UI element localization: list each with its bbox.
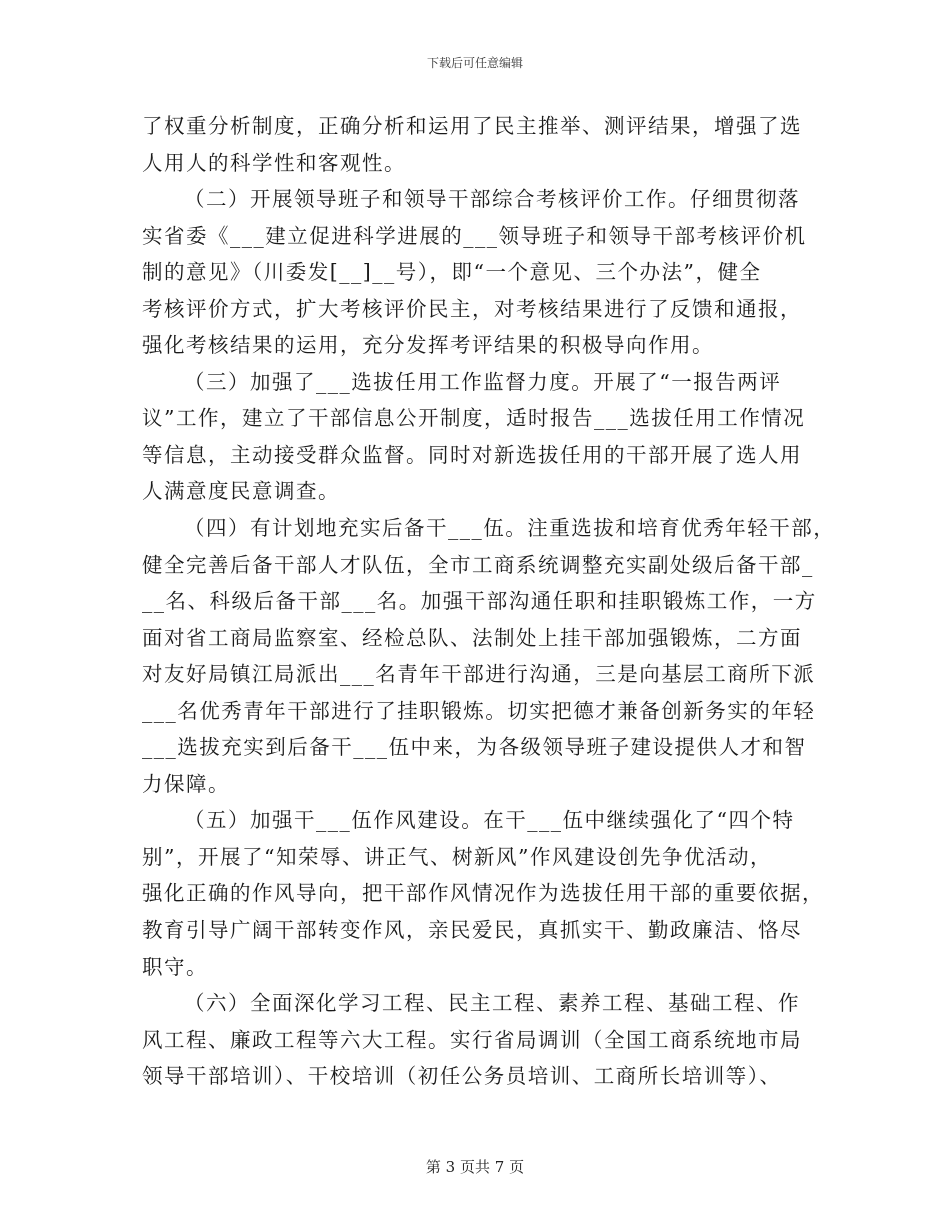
text-line: __名、科级后备干部___名。加强干部沟通任职和挂职锻炼工作，一方 [142, 589, 817, 614]
paragraph-4 [142, 510, 836, 802]
text-line: （二）开展领导班子和领导干部综合考核评价工作。仔细贯彻落 [184, 187, 800, 212]
text-line: 了权重分析制度，正确分析和运用了民主推举、测评结果，增强了选 [142, 114, 802, 138]
text-line: 考核评价方式，扩大考核评价民主，对考核结果进行了反馈和通报， [142, 296, 802, 321]
text-line: 对友好局镇江局派出___名青年干部进行沟通，三是向基层工商所下派 [142, 662, 816, 687]
text-line: （五）加强干___伍作风建设。在干___伍中继续强化了“四个特 [184, 808, 795, 833]
text-line: 领导干部培训）、干校培训（初任公务员培训、工商所长培训等）、 [142, 1064, 782, 1089]
text-line: 实省委《___建立促进科学进展的___领导班子和领导干部考核评价机 [142, 223, 807, 248]
paragraph-5 [142, 802, 832, 985]
text-line: 面对省工商局监察室、经检总队、法制处上挂干部加强锻炼，二方面 [142, 625, 802, 650]
page-footer: 第 3 页共 7 页 [425, 1158, 525, 1176]
text-line: 别”，开展了“知荣辱、讲正气、树新风”作风建设创先争优活动， [142, 844, 772, 869]
document-body [142, 108, 836, 1095]
text-line: 健全完善后备干部人才队伍，全市工商系统调整充实副处级后备干部_ [142, 552, 814, 577]
text-line: 人用人的科学性和客观性。 [142, 150, 406, 175]
text-line: （四）有计划地充实后备干___伍。注重选拔和培育优秀年轻干部， [184, 516, 836, 541]
paragraph-3 [142, 364, 832, 510]
text-line: ___名优秀青年干部进行了挂职锻炼。切实把德才兼备创新务实的年轻 [142, 698, 816, 723]
text-line: 教育引导广阔干部转变作风，亲民爱民，真抓实干、勤政廉洁、恪尽 [142, 918, 802, 943]
page-header: 下载后可任意编辑 [426, 56, 523, 70]
paragraph-6 [142, 985, 832, 1095]
text-line: 等信息，主动接受群众监督。同时对新选拔任用的干部开展了选人用 [142, 442, 802, 467]
text-line: 议”工作，建立了干部信息公开制度，适时报告___选拔任用工作情况 [142, 406, 806, 431]
text-line: 风工程、廉政工程等六大工程。实行省局调训（全国工商系统地市局 [142, 1027, 802, 1052]
paragraph-1 [142, 108, 832, 181]
text-line: 人满意度民意调查。 [142, 479, 340, 504]
text-line: （六）全面深化学习工程、民主工程、素养工程、基础工程、作 [184, 991, 800, 1016]
text-line: （三）加强了___选拔任用工作监督力度。开展了“一报告两评 [184, 369, 782, 394]
text-line: 制的意见》（川委发[__]__号），即“一个意见、三个办法”，健全 [142, 260, 762, 285]
text-line: 职守。 [142, 954, 208, 979]
text-line: 力保障。 [142, 771, 230, 796]
text-line: ___选拔充实到后备干___伍中来，为各级领导班子建设提供人才和智 [142, 735, 807, 760]
text-line: 强化考核结果的运用，充分发挥考评结果的积极导向作用。 [142, 333, 714, 358]
paragraph-2 [142, 181, 832, 364]
text-line: 强化正确的作风导向，把干部作风情况作为选拔任用干部的重要依据， [142, 881, 824, 906]
